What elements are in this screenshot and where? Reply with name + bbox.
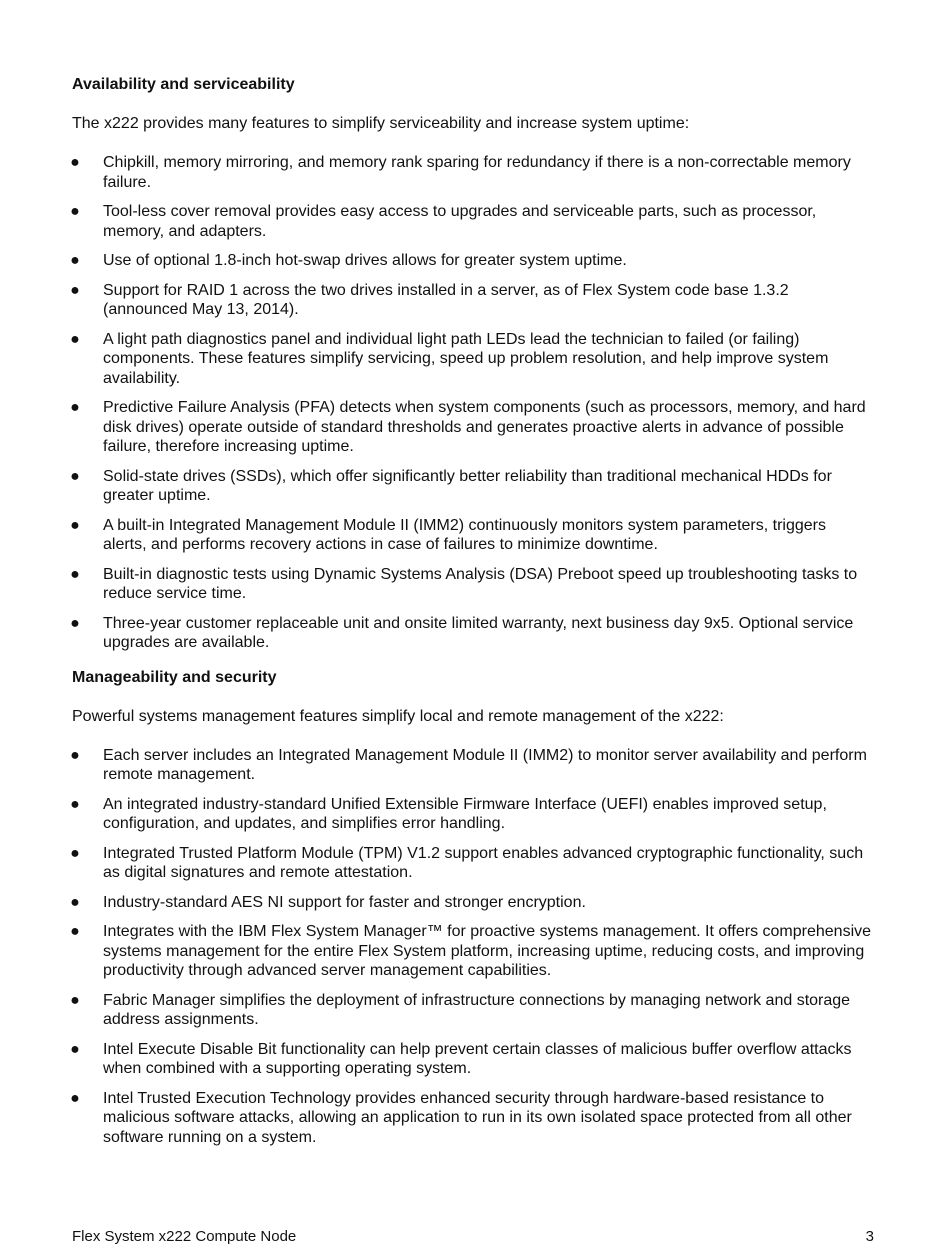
list-item <box>72 565 872 604</box>
bullet-icon: ● <box>70 467 80 485</box>
list-item <box>72 746 872 785</box>
bullet-icon: ● <box>70 1089 80 1107</box>
bullet-icon: ● <box>70 281 80 299</box>
bullet-icon: ● <box>70 330 80 348</box>
list-item-text: Built-in diagnostic tests using Dynamic Systems Analysis (DSA) Preboot speed up troubleshooting tasks to reduce service time. <box>103 565 858 602</box>
list-item-text: Three-year customer replaceable unit and onsite limited warranty, next business day 9x5. Optional service upgrades are available. <box>103 614 854 651</box>
list-item-text: A built-in Integrated Management Module II (IMM2) continuously monitors system parameters, triggers alerts, and performs recovery actions in case of failures to minimize downtime. <box>103 516 826 553</box>
list-item <box>72 202 872 241</box>
list-item-text: A light path diagnostics panel and individual light path LEDs lead the technician to failed (or failing) components. These features simplify servicing, speed up problem resolution, and help improve system availability. <box>103 330 829 387</box>
bullet-list <box>72 153 872 653</box>
list-item <box>72 614 872 653</box>
bullet-list <box>72 746 872 1148</box>
list-item-text: Integrated Trusted Platform Module (TPM) V1.2 support enables advanced cryptographic functionality, such as digital signatures and remote attestation. <box>103 844 864 881</box>
list-item-text: Integrates with the IBM Flex System Manager™ for proactive systems management. It offers comprehensive systems management for the entire Flex System platform, increasing uptime, reducing costs, and improving productivity through advanced server management capabilities. <box>103 923 872 979</box>
bullet-icon: ● <box>70 154 80 171</box>
list-item <box>72 153 872 192</box>
page-number: 3 <box>865 1228 874 1245</box>
list-item-text: Intel Execute Disable Bit functionality can help prevent certain classes of malicious buffer overflow attacks when combined with a supporting operating system. <box>103 1040 852 1077</box>
section-availability <box>72 75 872 653</box>
section-intro: The x222 provides many features to simplify serviceability and increase system uptime: <box>72 115 690 132</box>
list-item-text: Fabric Manager simplifies the deployment of infrastructure connections by managing network and storage address assignments. <box>103 991 851 1028</box>
bullet-icon: ● <box>70 991 80 1009</box>
list-item <box>72 251 872 271</box>
page-content <box>72 75 872 1157</box>
section-title: Availability and serviceability <box>72 76 295 93</box>
list-item-text: Intel Trusted Execution Technology provides enhanced security through hardware-based resistance to malicious software attacks, allowing an application to run in its own isolated space protected from all other software running on a system. <box>103 1089 852 1146</box>
list-item-text: Use of optional 1.8-inch hot-swap drives allows for greater system uptime. <box>103 252 627 269</box>
bullet-icon: ● <box>70 614 80 632</box>
list-item <box>72 281 872 320</box>
bullet-icon: ● <box>70 399 80 416</box>
footer-title: Flex System x222 Compute Node <box>72 1228 297 1245</box>
bullet-icon: ● <box>70 203 80 220</box>
list-item <box>72 922 872 981</box>
section-manageability <box>72 668 872 1148</box>
bullet-icon: ● <box>70 516 80 534</box>
list-item-text: Tool-less cover removal provides easy access to upgrades and serviceable parts, such as processor, memory, and adapters. <box>103 203 817 240</box>
list-item-text: Industry-standard AES NI support for faster and stronger encryption. <box>103 893 586 911</box>
list-item-text: Support for RAID 1 across the two drives installed in a server, as of Flex System code base 1.3.2 (announced May 13, 2014). <box>103 281 789 318</box>
bullet-icon: ● <box>70 252 80 269</box>
list-item <box>72 516 872 555</box>
list-item <box>72 467 872 506</box>
bullet-icon: ● <box>70 565 80 583</box>
list-item <box>72 795 872 834</box>
list-item <box>72 991 872 1030</box>
bullet-icon: ● <box>70 923 80 940</box>
list-item-text: Solid-state drives (SSDs), which offer significantly better reliability than traditional mechanical HDDs for greater uptime. <box>103 467 832 504</box>
bullet-icon: ● <box>70 746 80 764</box>
bullet-icon: ● <box>70 1040 80 1058</box>
list-item-text: Each server includes an Integrated Management Module II (IMM2) to monitor server availability and perform remote management. <box>103 746 867 783</box>
bullet-icon: ● <box>70 844 80 862</box>
list-item <box>72 1089 872 1148</box>
list-item-text: Predictive Failure Analysis (PFA) detects when system components (such as processors, memory, and hard disk drives) operate outside of standard thresholds and generates proactive alerts in advance of possible failure, therefore increasing uptime. <box>103 399 866 455</box>
list-item <box>72 1040 872 1079</box>
bullet-icon: ● <box>70 795 80 813</box>
list-item <box>72 398 872 457</box>
list-item <box>72 844 872 883</box>
list-item-text: Chipkill, memory mirroring, and memory rank sparing for redundancy if there is a non-correctable memory failure. <box>103 154 851 191</box>
list-item <box>72 893 872 913</box>
list-item <box>72 330 872 389</box>
bullet-icon: ● <box>70 893 80 911</box>
section-title: Manageability and security <box>72 668 277 686</box>
section-intro: Powerful systems management features simplify local and remote management of the x222: <box>72 707 724 725</box>
list-item-text: An integrated industry-standard Unified Extensible Firmware Interface (UEFI) enables improved setup, configuration, and updates, and simplifies error handling. <box>103 795 827 832</box>
